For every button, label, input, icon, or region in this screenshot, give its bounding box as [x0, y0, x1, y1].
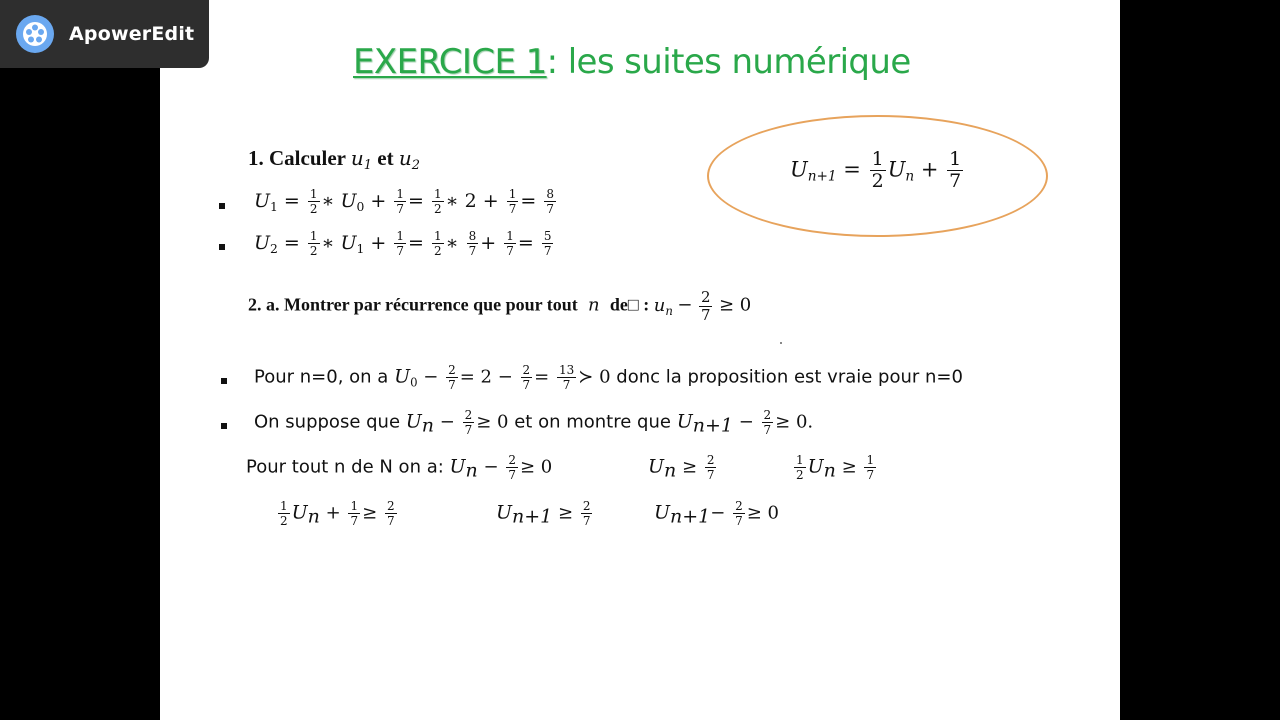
- question-1-heading: 1. Calculer $u_1$ et $u_2$: [248, 146, 421, 173]
- slide-title: [353, 42, 911, 82]
- hypothesis-line: On suppose que $U_n$ − $\frac{2}{7}$ ≥ 0 et on montre que $U_{n+1}$ − $\frac{2}{7}$ ≥ 0.: [254, 408, 814, 437]
- question-1-joiner: et: [377, 146, 394, 170]
- induction-prefix: Pour tout n de N on a:: [246, 456, 444, 478]
- bullet: [221, 378, 227, 384]
- bullet: [219, 244, 225, 250]
- title-exercise: EXERCICE 1: [353, 42, 547, 82]
- induction-line-1: Pour tout n de N on a: $U_n$ − $\frac{2}{7}$ ≥ 0: [246, 453, 553, 482]
- question-2-set: de□ :: [609, 294, 650, 315]
- induction-step-4: $\frac{1}{2}$ $U_n$ + $\frac{1}{7}$ ≥ $\frac{2}{7}$: [280, 499, 395, 528]
- bullet: [219, 203, 225, 209]
- recurrence-formula: $U_{n+1}$ = $\frac{1}{2}$ $U_n$ + $\frac{1}{7}$: [790, 148, 962, 192]
- base-case-line: Pour n=0, on a $U_0$ − $\frac{2}{7}$ = 2 − $\frac{2}{7}$ = $\frac{13}{7}$ ≻ 0 donc la proposition est vraie pour n=0: [254, 363, 963, 392]
- slide: [160, 0, 1120, 720]
- induction-step-2: $U_n$ ≥ $\frac{2}{7}$: [648, 453, 715, 482]
- induction-conclusion: $U_{n+1}-$ $\frac{2}{7}$ ≥ 0: [654, 499, 779, 528]
- bullet: [221, 423, 227, 429]
- equation-u2: $U_2$ = $\frac{1}{2}$ ∗ $U_1$ + $\frac{1}{7}$ = $\frac{1}{2}$ ∗ $\frac{8}{7}$ + $\frac{1}{7}$ = $\frac{5}{7}$: [254, 229, 552, 258]
- base-case-prefix: Pour n=0, on a: [254, 366, 389, 388]
- stray-dot: [780, 342, 782, 344]
- app-watermark: [0, 0, 209, 68]
- hypothesis-prefix: On suppose que: [254, 411, 401, 433]
- induction-step-3: $\frac{1}{2}$ $U_n$ ≥ $\frac{1}{7}$: [796, 453, 875, 482]
- equation-u1: $U_1$ = $\frac{1}{2}$ ∗ $U_0$ + $\frac{1}{7}$ = $\frac{1}{2}$ ∗ 2 + $\frac{1}{7}$ = $\frac{8}{7}$: [254, 187, 554, 216]
- question-1-label: 1. Calculer: [248, 146, 346, 170]
- title-topic: : les suites numérique: [546, 42, 911, 82]
- watermark-label: ApowerEdit: [69, 23, 195, 45]
- film-reel-icon: [16, 15, 54, 53]
- question-2-heading: 2. a. Montrer par récurrence que pour tout n de□ : $u_n$ − $\frac{2}{7}$ ≥ 0: [248, 288, 752, 324]
- question-2-label: 2. a. Montrer par récurrence que pour tout: [248, 294, 578, 315]
- hypothesis-middle: et on montre que: [514, 411, 671, 433]
- induction-step-5: $U_{n+1}$ ≥ $\frac{2}{7}$: [496, 499, 591, 528]
- base-case-suffix: donc la proposition est vraie pour n=0: [616, 366, 963, 388]
